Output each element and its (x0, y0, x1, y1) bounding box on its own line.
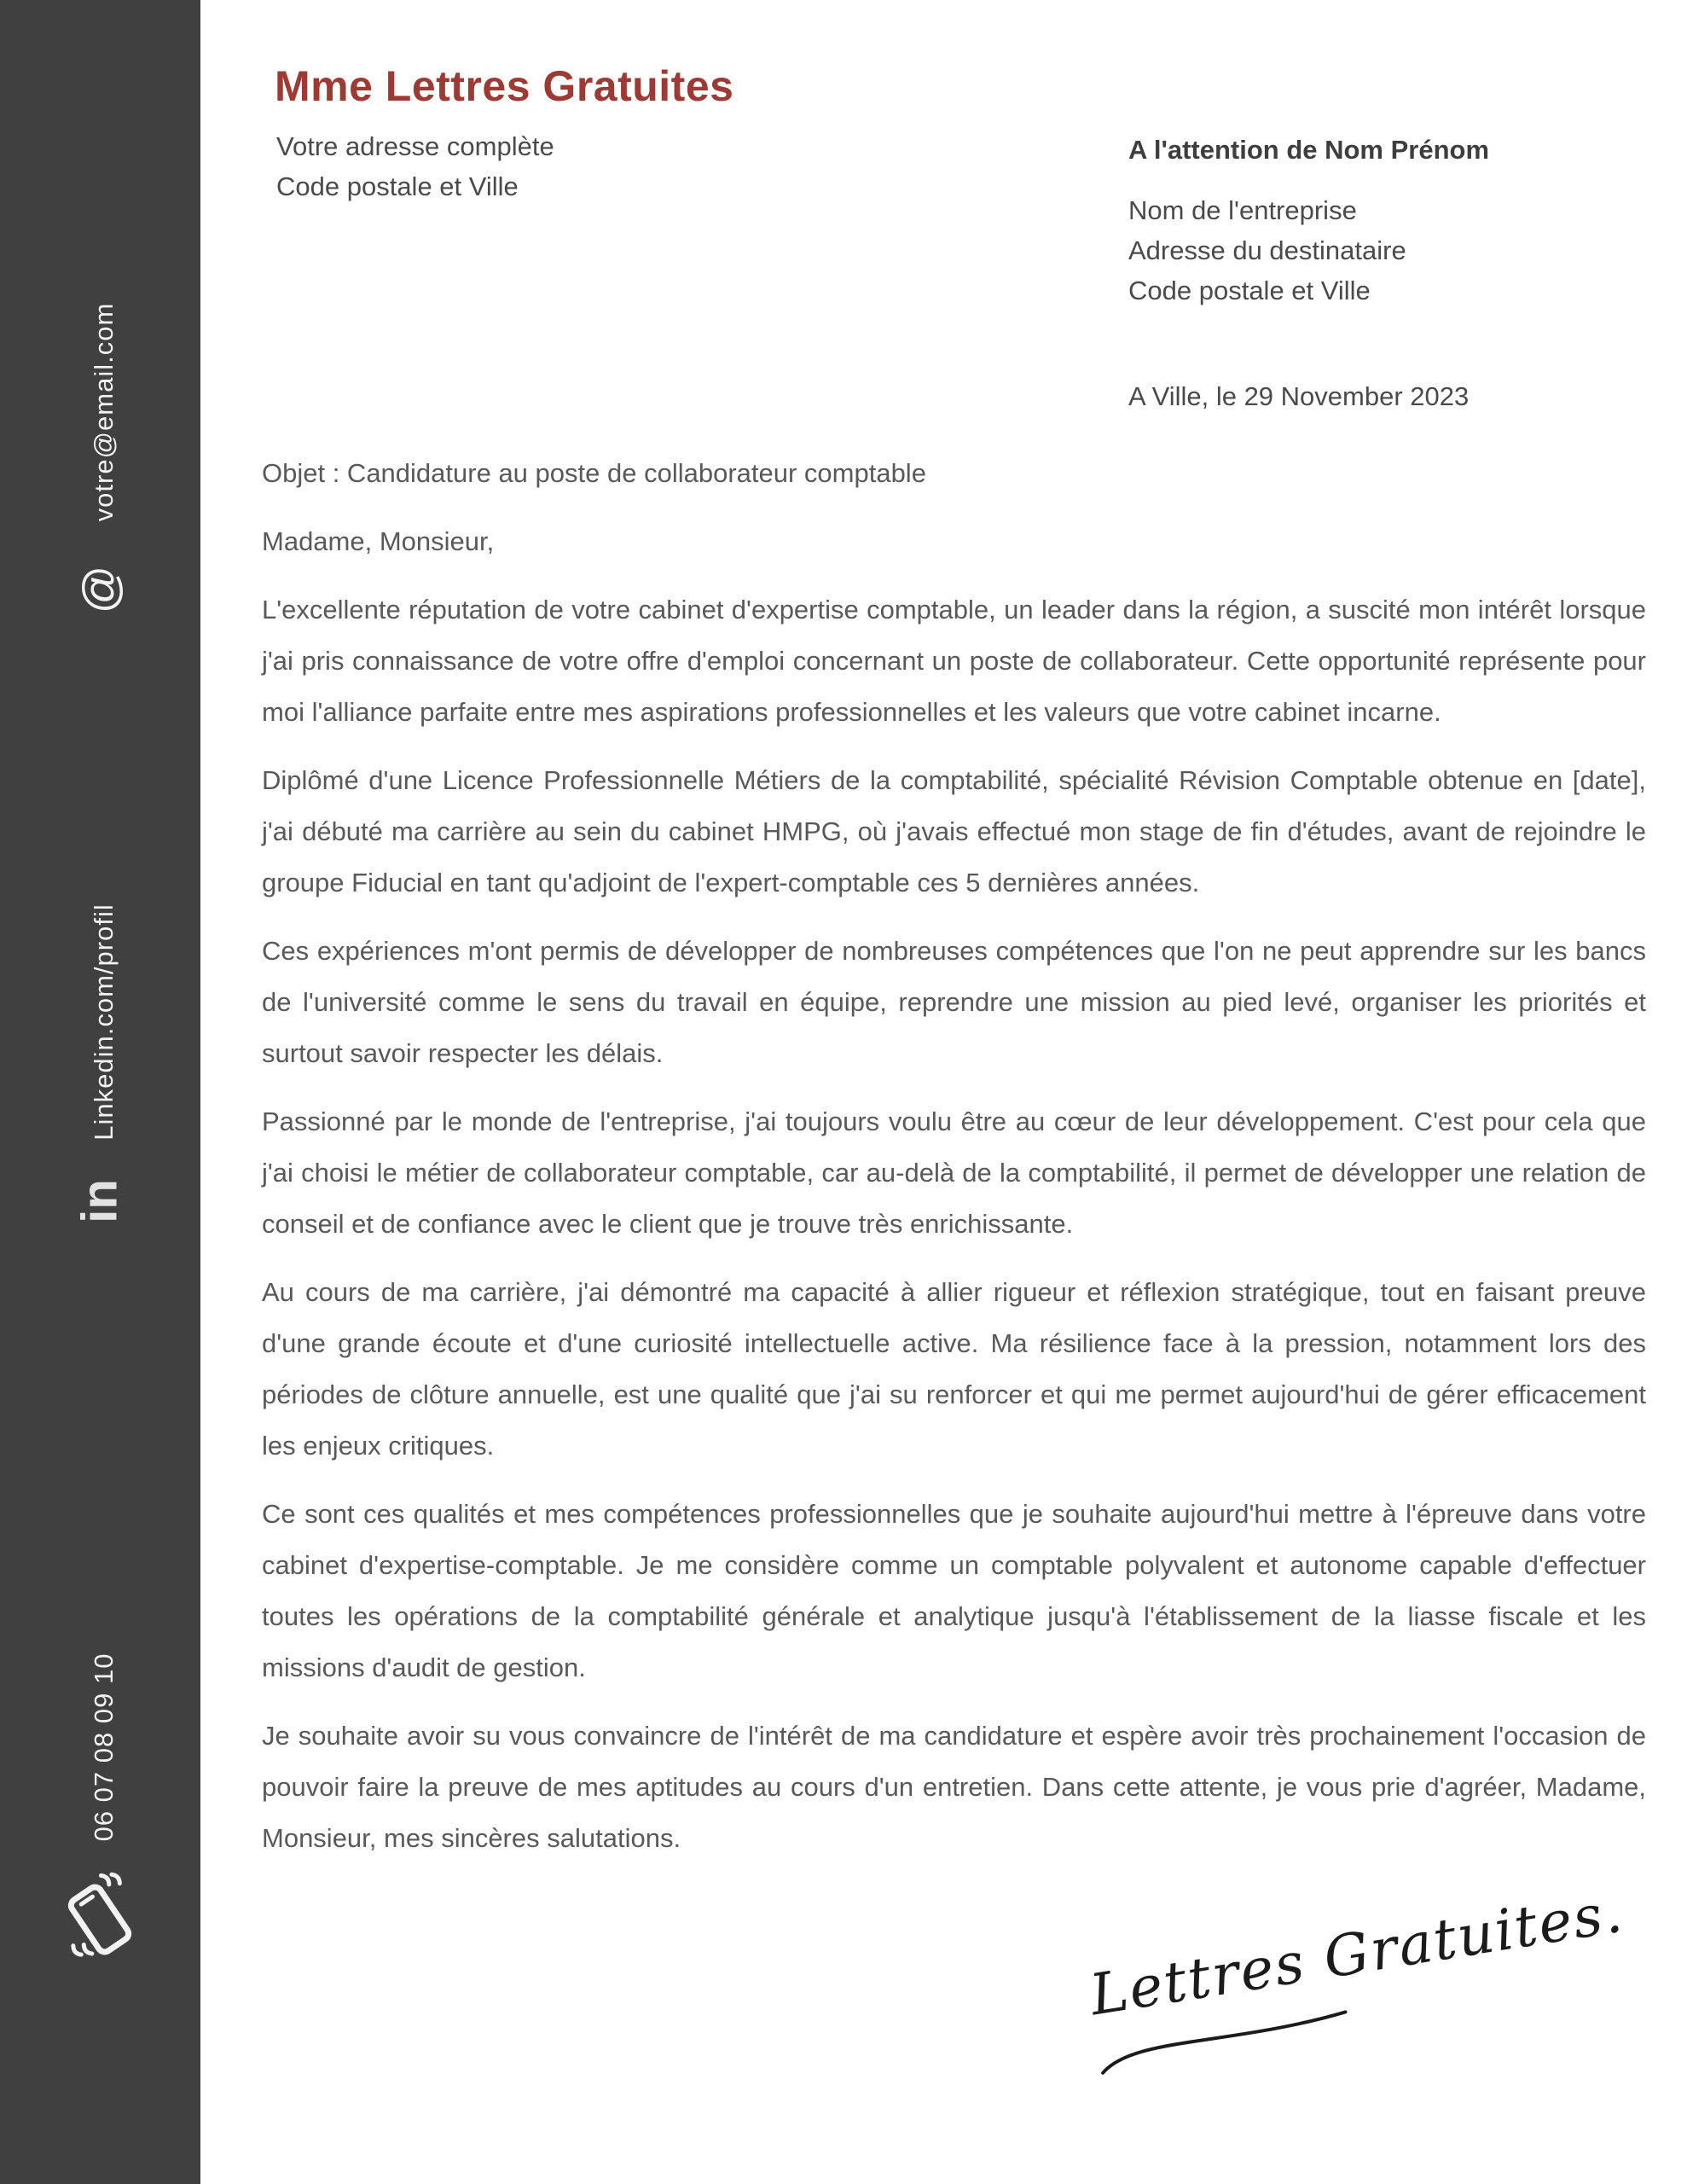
phone-icon (49, 1868, 151, 1971)
paragraph: Ce sont ces qualités et mes compétences professionnelles que je souhaite aujourd'hui mettre à l'épreuve dans votre cabinet d'expertise-comptable. Je me considère comme un comptable polyvalent et autonome capable d'effectuer toutes les opérations de la comptabilité générale et analytique jusqu'à l'établissement de la liasse fiscale et les missions d'audit de gestion. (262, 1499, 1646, 1682)
sender-address (276, 126, 554, 206)
paragraph: Diplômé d'une Licence Professionnelle Métiers de la comptabilité, spécialité Révision Comptable obtenue en [date], j'ai débuté ma carrière au sein du cabinet HMPG, où j'avais effectué mon stage de fin d'études, avant de rejoindre le groupe Fiducial en tant qu'adjoint de l'expert-comptable ces 5 dernières années. (262, 765, 1646, 897)
paragraph: Je souhaite avoir su vous convaincre de l'intérêt de ma candidature et espère avoir très prochainement l'occasion de pouvoir faire la preuve de mes aptitudes au cours d'un entretien. Dans cette attente, je vous prie d'agréer, Madame, Monsieur, mes sincères salutations. (262, 1721, 1646, 1853)
recipient-address: Adresse du destinataire (1128, 235, 1406, 265)
page-title: Mme Lettres Gratuites (275, 62, 734, 110)
signature (1085, 1879, 1628, 2149)
phone-label: 06 07 08 09 10 (89, 1653, 119, 1842)
recipient-city: Code postale et Ville (1128, 276, 1371, 305)
paragraph: L'excellente réputation de votre cabinet d'expertise comptable, un leader dans la région, a suscité mon intérêt lorsque j'ai pris connaissance de votre offre d'emploi concernant un poste de collaborateur. Cette opportunité représente pour moi l'alliance parfaite entre mes aspirations professionnelles et les valeurs que votre cabinet incarne. (262, 595, 1646, 727)
paragraph: Passionné par le monde de l'entreprise, j'ai toujours voulu être au cœur de leur développement. C'est pour cela que j'ai choisi le métier de collaborateur comptable, car au-delà de la comptabilité, il permet de développer une relation de conseil et de confiance avec le client que je trouve très enrichissante. (262, 1107, 1646, 1239)
date-line: A Ville, le 29 November 2023 (1128, 381, 1470, 411)
recipient-address-lines (1128, 190, 1489, 311)
recipient-block (1128, 132, 1489, 311)
sender-address-line1: Votre adresse complète (276, 131, 554, 161)
linkedin-icon: in (72, 1179, 128, 1223)
signature-text: Lettres Gratuites. (1085, 1879, 1628, 2029)
email-label: votre@email.com (89, 302, 119, 522)
subject-line: Objet : Candidature au poste de collaborateur comptable (262, 458, 926, 488)
paragraph: Au cours de ma carrière, j'ai démontré ma capacité à allier rigueur et réflexion stratégique, tout en faisant preuve d'une grande écoute et d'une curiosité intellectuelle active. Ma résilience face à la pression, notamment lors des périodes de clôture annuelle, est une qualité que j'ai su renforcer et qui me permet aujourd'hui de gérer efficacement les enjeux critiques. (262, 1277, 1646, 1461)
letter-body (262, 448, 1646, 1881)
recipient-company: Nom de l'entreprise (1128, 195, 1357, 225)
recipient-attention: A l'attention de Nom Prénom (1128, 135, 1490, 165)
paragraph: Ces expériences m'ont permis de développer de nombreuses compétences que l'on ne peut apprendre sur les bancs de l'université comme le sens du travail en équipe, reprendre une mission au pied levé, organiser les priorités et surtout savoir respecter les délais. (262, 936, 1646, 1068)
sender-address-line2: Code postale et Ville (276, 171, 519, 201)
at-icon: @ (72, 565, 127, 614)
sidebar (0, 0, 200, 2184)
linkedin-label: Linkedin.com/profil (89, 903, 119, 1141)
salutation: Madame, Monsieur, (262, 526, 495, 556)
